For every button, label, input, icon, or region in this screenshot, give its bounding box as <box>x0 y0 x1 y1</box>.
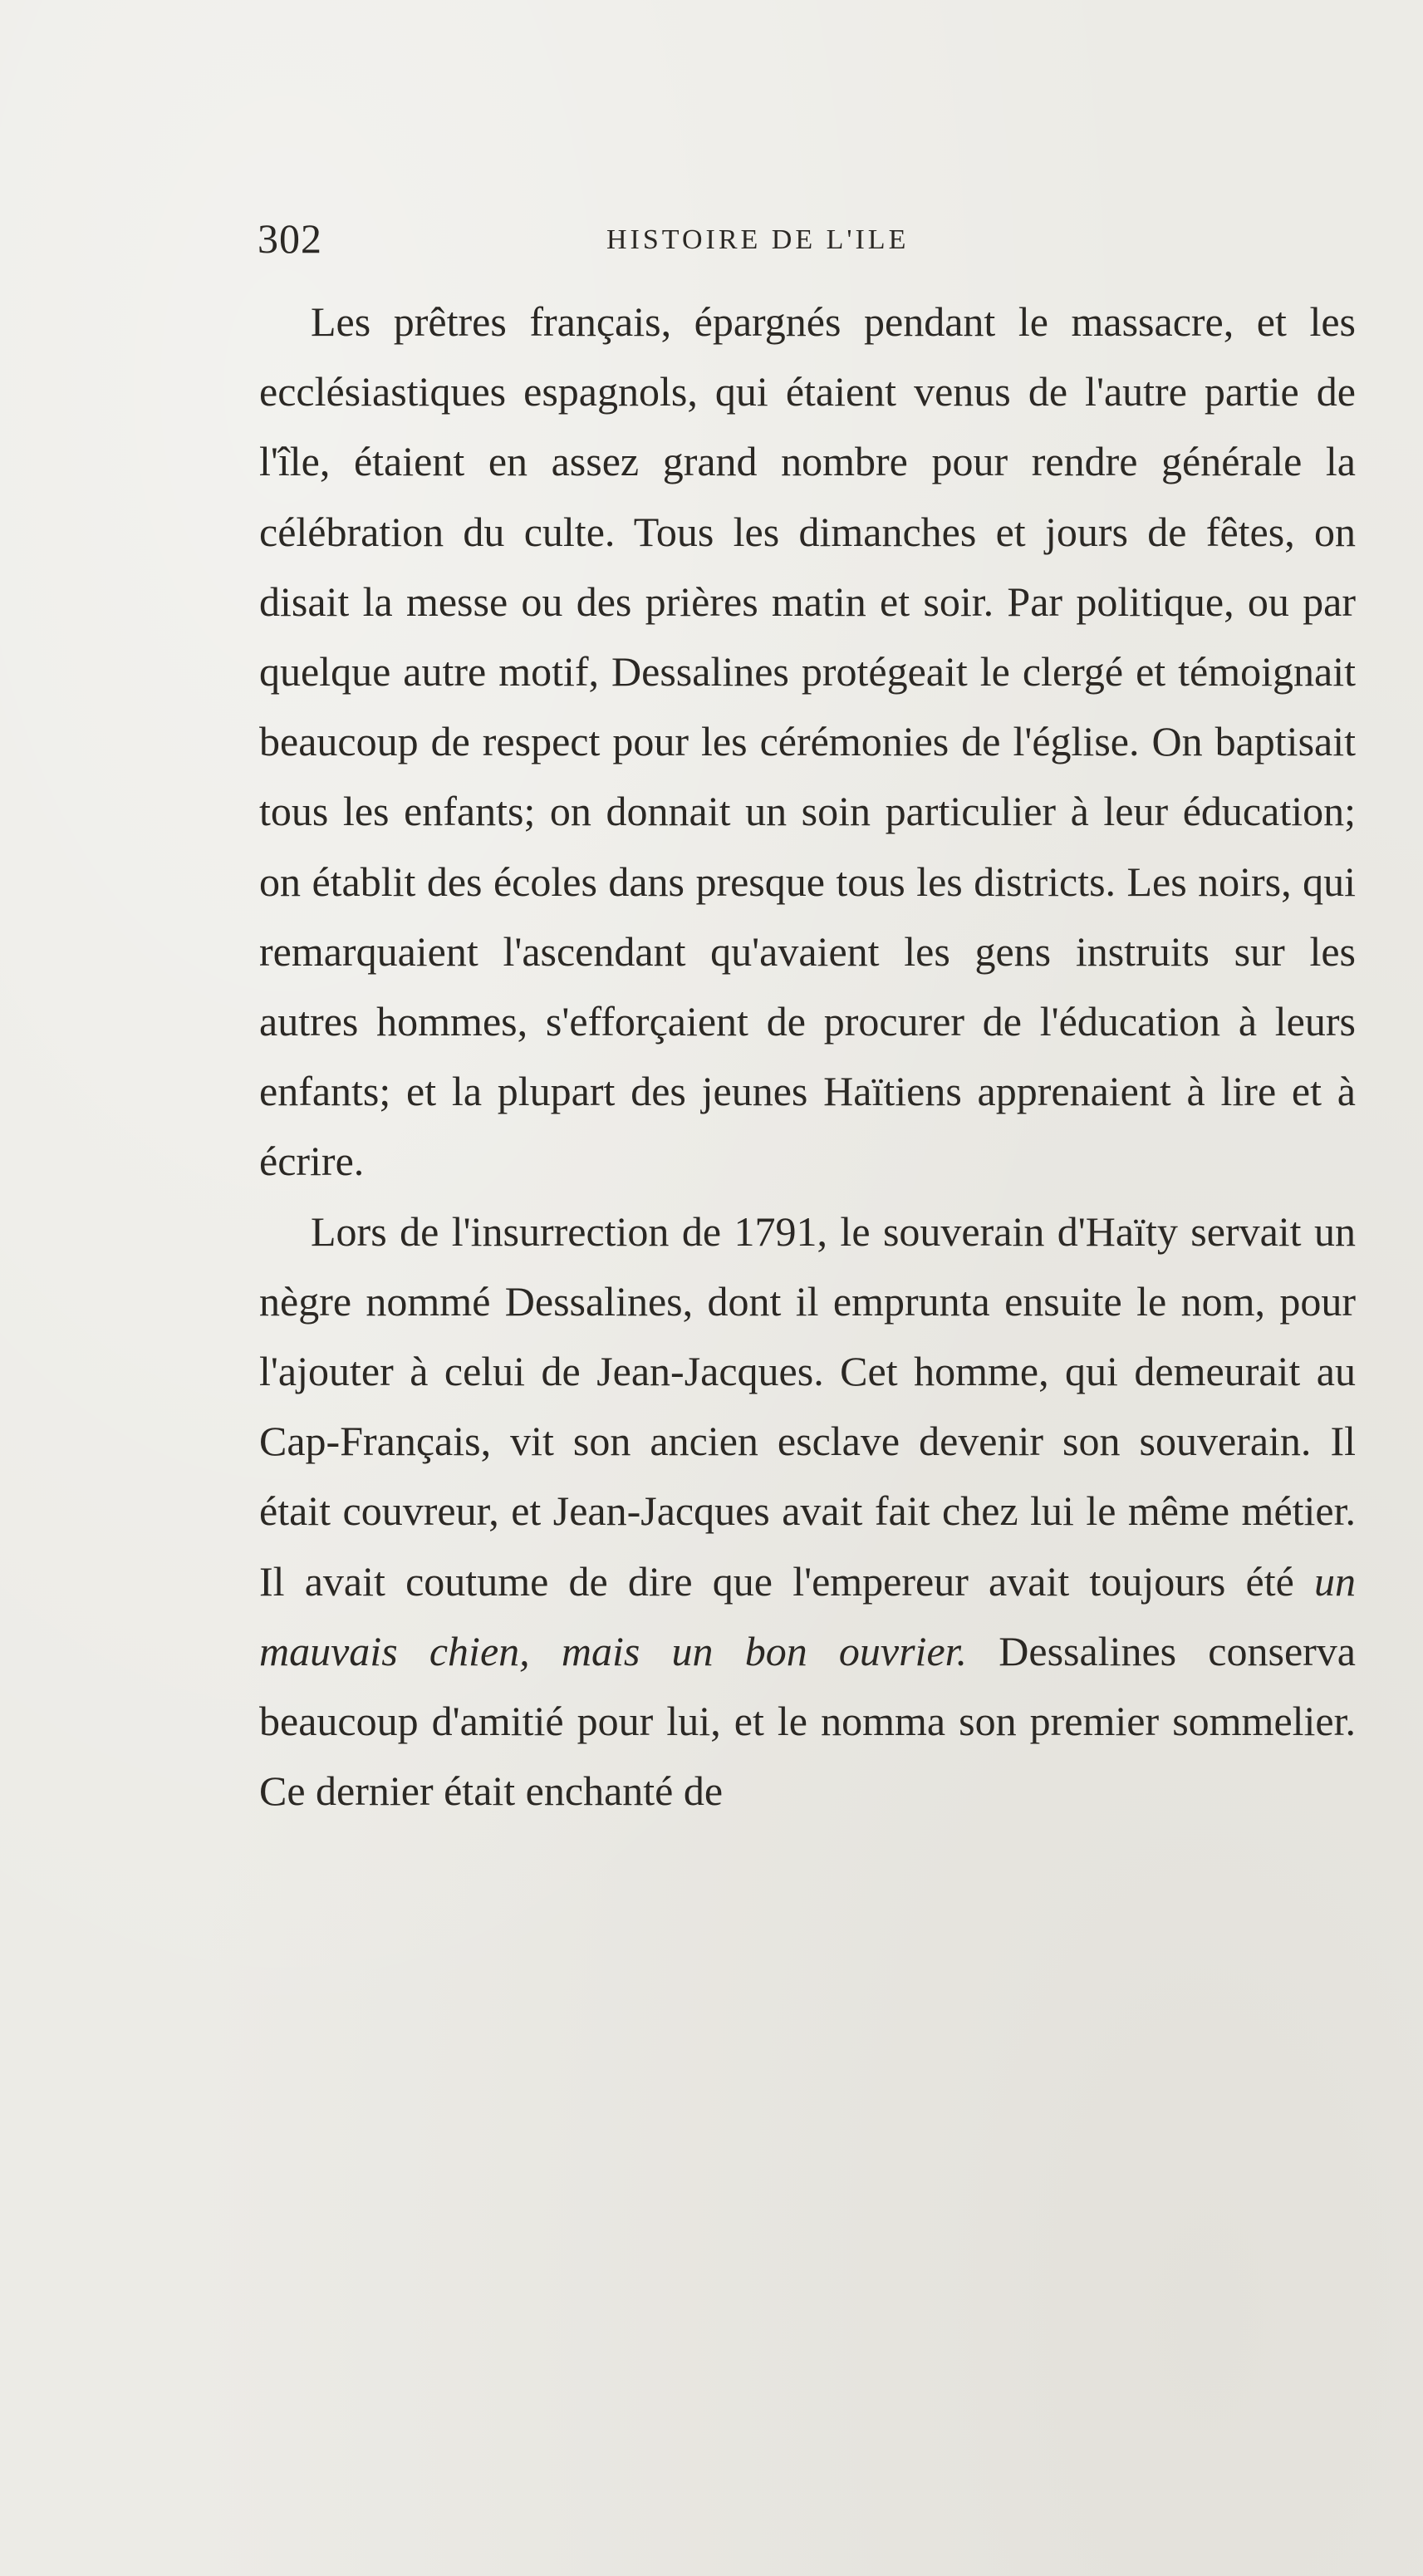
body-text <box>259 287 1356 1826</box>
page-number: 302 <box>258 215 322 262</box>
paragraph-2-italic-quote: un mauvais chien, mais un bon ouvrier. <box>259 1557 1356 1674</box>
paragraph-1: Les prêtres français, épargnés pendant le massacre, et les ecclésiastiques espagnols, qui étaient venus de l'autre partie de l'île, étaient en assez grand nombre pour rendre générale la célébration du culte. Tous les dimanches et jours de fêtes, on disait la messe ou des prières matin et soir. Par politique, ou par quelque autre motif, Dessalines protégeait le clergé et témoignait beaucoup de respect pour les cérémonies de l'église. On baptisait tous les enfants; on donnait un soin particulier à leur éducation; on établit des écoles dans presque tous les districts. Les noirs, qui remarquaient l'ascendant qu'avaient les gens instruits sur les autres hommes, s'efforçaient de procurer de l'éducation à leurs enfants; et la plupart des jeunes Haïtiens apprenaient à lire et à écrire. <box>259 298 1356 1185</box>
running-head: HISTOIRE DE L'ILE <box>606 224 910 255</box>
page-header <box>258 214 1362 273</box>
paragraph-2 <box>259 1197 1356 1826</box>
paragraph-2-text-before: Lors de l'insurrection de 1791, le souverain d'Haïty servait un nègre nommé Dessalines, dont il emprunta ensuite le nom, pour l'ajouter à celui de Jean-Jacques. Cet homme, qui demeurait au Cap-Français, vit son ancien esclave devenir son souverain. Il était couvreur, et Jean-Jacques avait fait chez lui le même métier. Il avait coutume de dire que l'empereur avait toujours été <box>259 1207 1356 1605</box>
paragraph-2-text-after: Dessalines conserva beaucoup d'amitié pour lui, et le nomma son premier sommelier. Ce dernier était enchanté de <box>259 1627 1356 1815</box>
